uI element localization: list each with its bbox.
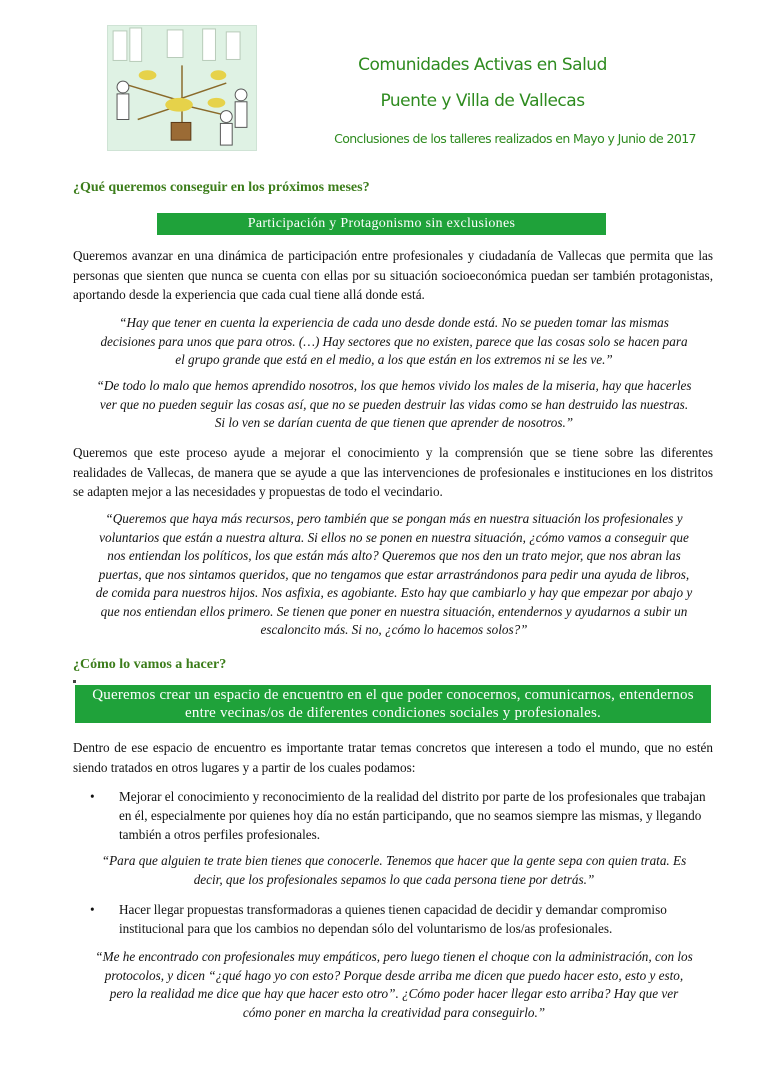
header-title-line2: Puente y Villa de Vallecas [380,91,585,111]
section2-heading: ¿Cómo lo vamos a hacer? [73,657,227,672]
section2-paragraph-1: Dentro de ese espacio de encuentro es importante tratar temas concretos que interesen a todo el mundo, que no estén siendo tratados en otros lugares y a partir de los cuales podamos: [73,740,713,775]
bullet-marker: • [90,902,95,917]
section2-quote-2: “Me he encontrado con profesionales muy empáticos, pero luego tienen el choque con la administración, con los protocolos, y dicen “¿qué hago yo con esto? Porque desde arriba me dicen que puedo hacer esto, esto y esto, pero la realidad me dice que hay que hacer esto otro”. ¿Cómo poder hacer llegar esto arriba? Hay que ver cómo poner en marcha la creatividad para conseguirlo.” [95,949,693,1020]
section1-heading: ¿Qué queremos conseguir en los próximos meses? [73,180,370,195]
header-subtitle: Conclusiones de los talleres realizados en Mayo y Junio de 2017 [334,131,696,146]
section1-paragraph-2: Queremos que este proceso ayude a mejorar el conocimiento y la comprensión que se tiene sobre las diferentes realidades de Vallecas, de manera que se ayude a que las intervenciones de profesionales e instituciones en los distritos se adapten mejor a las necesidades y propuestas de todo el vecindario. [73,445,713,499]
section1-quote-3: “Queremos que haya más recursos, pero también que se pongan más en nuestra situación los profesionales y voluntarios que están a nuestra altura. Si ellos no se ponen en nuestra situación, ¿cómo vamos a conseguir que nos entiendan los políticos, los que están más alto? Queremos que nos den un trato mejor, que nos abran las puertas, que nos sintamos queridos, que no tengamos que estar arrastrándonos para pedir una ayuda de libros, de comida para nuestros hijos. Nos asfixia, es agobiante. Esto hay que cambiarlo y hay que empezar por abajo y que nos entiendan ellos primero. Se tienen que poner en nuestra situación, entendernos y ayudarnos a subir un escaloncito más. Si no, ¿cómo lo hacemos solos?” [95,511,693,637]
section1-banner: Participación y Protagonismo sin exclusiones [157,213,606,235]
header-title-line1: Comunidades Activas en Salud [358,55,607,75]
bullet-marker: • [90,789,95,804]
community-illustration [107,25,257,151]
bullet-list-item [90,900,715,940]
stray-mark [73,680,76,683]
bullet-list-item [90,787,715,847]
bullet-text: Mejorar el conocimiento y reconocimiento de la realidad del distrito por parte de los profesionales que trabajan en él, especialmente por quienes hoy día no están participando, que no seamos siempre las mismas, y llegando también a otros perfiles profesionales. [119,789,706,842]
section1-quote-1: “Hay que tener en cuenta la experiencia de cada uno desde donde está. No se pueden tomar las mismas decisiones para unos que para otros. (…) Hay sectores que no existen, parece que las cosas solo se hacen para el grupo grande que está en el medio, a los que están en los extremos ni se les ve.” [100,315,688,367]
bullet-text: Hacer llegar propuestas transformadoras a quienes tienen capacidad de decidir y demandar compromiso institucional para que los cambios no dependan sólo del voluntarismo de los/as profesionales. [119,902,667,936]
section2-quote-1: “Para que alguien te trate bien tienes que conocerle. Tenemos que hacer que la gente sepa con quien trata. Es decir, que los profesionales sepamos lo que cada persona tiene por detrás.” [101,853,687,887]
section2-banner: Queremos crear un espacio de encuentro en el que poder conocernos, comunicarnos, entendernos entre vecinas/os de diferentes condiciones sociales y profesionales. [75,685,711,723]
section1-quote-2: “De todo lo malo que hemos aprendido nosotros, los que hemos vivido los males de la miseria, hay que hacerles ver que no pueden seguir las cosas así, que no se pueden destruir las vidas como se han destruido las nuestras. Si lo ven se darían cuenta de que tienen que aprender de nosotros.” [96,378,692,430]
section1-paragraph-1: Queremos avanzar en una dinámica de participación entre profesionales y ciudadanía de Vallecas que permita que las personas que sienten que nunca se cuenta con ellas por su situación socioeconómica puedan ser también protagonistas, aportando desde la experiencia que cada cual tiene allá donde está. [73,248,713,302]
people-network-drawing [108,26,256,150]
